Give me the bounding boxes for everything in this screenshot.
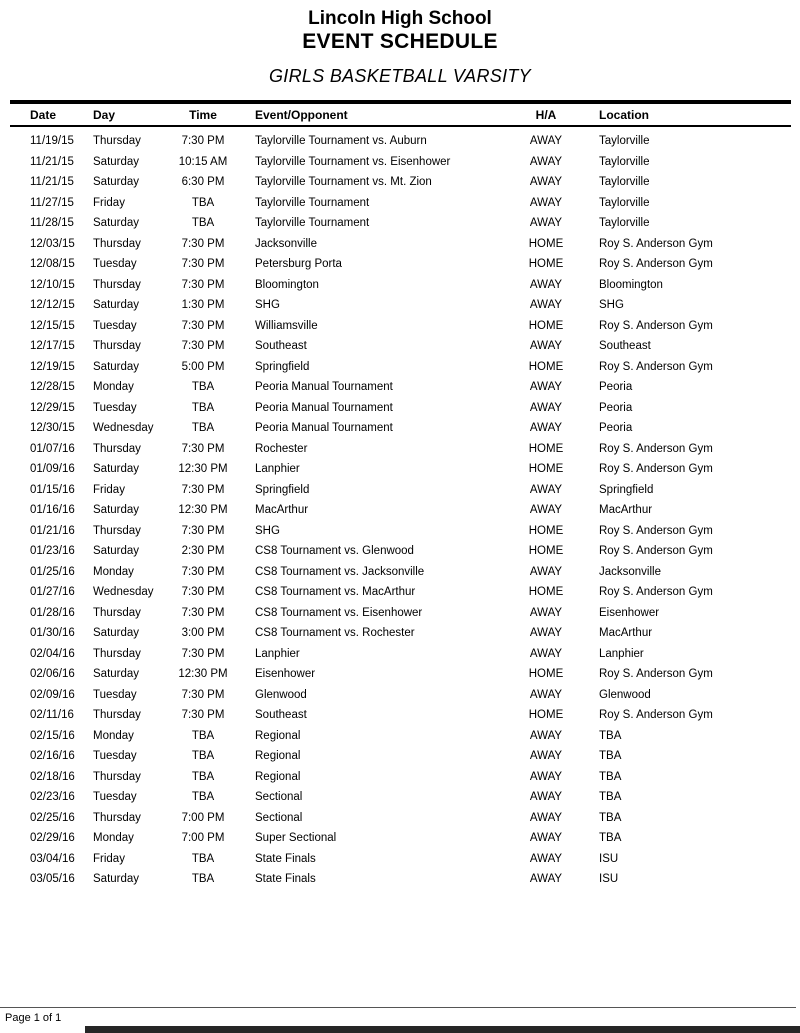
cell-location: MacArthur [599,504,653,517]
cell-day: Saturday [93,463,140,476]
cell-event: Peoria Manual Tournament [255,401,393,414]
table-row [10,439,791,460]
table-header-row [10,102,791,126]
cell-date: 12/08/15 [30,258,75,271]
table-row [10,828,791,849]
cell-ha: AWAY [529,750,563,763]
cell-location: Roy S. Anderson Gym [599,524,713,537]
cell-event: Sectional [255,811,303,824]
footer-divider [0,1007,796,1008]
cell-day: Saturday [93,217,140,230]
cell-ha: HOME [528,360,564,373]
cell-time: TBA [191,401,215,414]
cell-time: 7:30 PM [181,606,225,619]
table-row [10,377,791,398]
school-name: Lincoln High School [308,8,492,29]
cell-ha: AWAY [529,729,563,742]
cell-event: Rochester [255,442,308,455]
cell-event: Taylorville Tournament [255,217,370,230]
column-header-event: Event/Opponent [245,102,515,126]
cell-location: Eisenhower [599,606,660,619]
cell-day: Thursday [93,237,141,250]
table-row [10,685,791,706]
cell-location: TBA [599,750,622,763]
cell-location: Taylorville [599,155,650,168]
cell-ha: AWAY [529,832,563,845]
table-row [10,254,791,275]
cell-ha: HOME [528,709,564,722]
cell-time: 10:15 AM [178,155,228,168]
cell-time: 7:30 PM [181,565,225,578]
cell-location: Peoria [599,401,633,414]
cell-event: State Finals [255,873,316,886]
cell-time: TBA [191,873,215,886]
cell-ha: HOME [528,442,564,455]
cell-date: 03/04/16 [30,852,75,865]
cell-time: 7:30 PM [181,709,225,722]
cell-day: Thursday [93,340,141,353]
cell-location: Roy S. Anderson Gym [599,586,713,599]
cell-time: 7:30 PM [181,135,225,148]
cell-location: Roy S. Anderson Gym [599,360,713,373]
cell-time: 7:30 PM [181,319,225,332]
cell-date: 01/23/16 [30,545,75,558]
table-row [10,869,791,890]
cell-date: 02/04/16 [30,647,75,660]
cell-date: 11/19/15 [30,135,74,148]
cell-ha: AWAY [529,381,563,394]
cell-date: 12/19/15 [30,360,75,373]
cell-ha: HOME [528,258,564,271]
table-row [10,787,791,808]
cell-event: Taylorville Tournament vs. Mt. Zion [255,176,432,189]
cell-date: 12/30/15 [30,422,75,435]
cell-location: Jacksonville [599,565,661,578]
cell-date: 12/10/15 [30,278,75,291]
cell-event: Regional [255,729,301,742]
cell-day: Wednesday [93,422,154,435]
table-row [10,213,791,234]
cell-location: Roy S. Anderson Gym [599,463,713,476]
table-row [10,275,791,296]
table-row [10,234,791,255]
cell-event: Eisenhower [255,668,316,681]
cell-event: Taylorville Tournament vs. Auburn [255,135,427,148]
column-header-time: Time [161,102,245,126]
team-category: GIRLS BASKETBALL VARSITY [269,66,531,86]
cell-date: 02/29/16 [30,832,75,845]
page-title: EVENT SCHEDULE [302,30,498,53]
cell-day: Monday [93,381,134,394]
cell-event: CS8 Tournament vs. Jacksonville [255,565,425,578]
table-row [10,541,791,562]
table-row [10,705,791,726]
cell-ha: AWAY [529,852,563,865]
cell-location: Roy S. Anderson Gym [599,258,713,271]
cell-date: 01/15/16 [30,483,75,496]
cell-location: Roy S. Anderson Gym [599,545,713,558]
cell-time: TBA [191,196,215,209]
cell-date: 02/16/16 [30,750,75,763]
table-row [10,582,791,603]
cell-time: 7:30 PM [181,524,225,537]
cell-event: MacArthur [255,504,309,517]
cell-event: Regional [255,770,301,783]
cell-time: 12:30 PM [178,463,228,476]
cell-ha: AWAY [529,401,563,414]
cell-location: Taylorville [599,217,650,230]
cell-day: Thursday [93,811,141,824]
cell-time: 5:00 PM [181,360,225,373]
cell-date: 12/15/15 [30,319,75,332]
cell-date: 01/28/16 [30,606,75,619]
cell-location: Roy S. Anderson Gym [599,442,713,455]
cell-date: 01/30/16 [30,627,75,640]
cell-day: Tuesday [93,258,137,271]
cell-time: 7:00 PM [181,832,225,845]
cell-day: Tuesday [93,401,137,414]
cell-ha: AWAY [529,299,563,312]
cell-day: Thursday [93,606,141,619]
cell-event: Lanphier [255,463,300,476]
cell-day: Thursday [93,135,141,148]
cell-day: Tuesday [93,319,137,332]
table-row [10,295,791,316]
cell-event: Southeast [255,340,307,353]
cell-event: Jacksonville [255,237,317,250]
cell-time: 7:30 PM [181,647,225,660]
table-row [10,193,791,214]
cell-day: Thursday [93,709,141,722]
table-row [10,172,791,193]
cell-date: 02/25/16 [30,811,75,824]
cell-ha: HOME [528,586,564,599]
cell-location: Lanphier [599,647,644,660]
table-row [10,459,791,480]
cell-time: TBA [191,422,215,435]
cell-ha: HOME [528,668,564,681]
cell-time: 7:30 PM [181,586,225,599]
cell-location: TBA [599,770,622,783]
table-row [10,357,791,378]
cell-date: 03/05/16 [30,873,75,886]
cell-date: 01/16/16 [30,504,75,517]
cell-date: 12/28/15 [30,381,75,394]
cell-ha: HOME [528,319,564,332]
cell-event: Petersburg Porta [255,258,342,271]
table-row [10,808,791,829]
cell-time: 2:30 PM [181,545,225,558]
cell-day: Monday [93,729,134,742]
cell-time: 7:30 PM [181,340,225,353]
cell-event: Bloomington [255,278,319,291]
cell-date: 01/25/16 [30,565,75,578]
table-row [10,849,791,870]
table-row [10,767,791,788]
schedule-body [10,126,791,890]
cell-date: 01/07/16 [30,442,75,455]
cell-ha: AWAY [529,811,563,824]
cell-event: Peoria Manual Tournament [255,381,393,394]
cell-day: Saturday [93,176,140,189]
cell-ha: AWAY [529,340,563,353]
cell-date: 02/23/16 [30,791,75,804]
cell-location: SHG [599,299,624,312]
cell-day: Monday [93,832,134,845]
cell-location: Peoria [599,422,633,435]
cell-event: Glenwood [255,688,307,701]
column-header-date: Date [10,102,93,126]
table-row [10,398,791,419]
cell-day: Friday [93,852,125,865]
cell-day: Thursday [93,278,141,291]
cell-date: 12/12/15 [30,299,75,312]
horizontal-scrollbar[interactable] [85,1026,800,1033]
cell-event: Peoria Manual Tournament [255,422,393,435]
cell-time: 7:00 PM [181,811,225,824]
table-row [10,521,791,542]
cell-ha: AWAY [529,647,563,660]
cell-location: Peoria [599,381,633,394]
cell-day: Saturday [93,360,140,373]
cell-day: Tuesday [93,791,137,804]
cell-time: TBA [191,791,215,804]
cell-day: Thursday [93,524,141,537]
cell-day: Thursday [93,770,141,783]
cell-time: 1:30 PM [181,299,225,312]
cell-date: 12/29/15 [30,401,75,414]
table-row [10,336,791,357]
cell-day: Saturday [93,545,140,558]
cell-location: Roy S. Anderson Gym [599,668,713,681]
table-row [10,152,791,173]
cell-event: CS8 Tournament vs. Eisenhower [255,606,423,619]
table-row [10,746,791,767]
cell-ha: AWAY [529,176,563,189]
cell-ha: AWAY [529,135,563,148]
cell-day: Wednesday [93,586,154,599]
table-row [10,418,791,439]
cell-time: 12:30 PM [178,668,228,681]
cell-date: 01/21/16 [30,524,75,537]
cell-location: TBA [599,832,622,845]
cell-date: 11/21/15 [30,155,74,168]
cell-ha: AWAY [529,606,563,619]
cell-location: Bloomington [599,278,663,291]
cell-event: State Finals [255,852,316,865]
cell-time: TBA [191,770,215,783]
cell-date: 11/28/15 [30,217,74,230]
cell-location: Roy S. Anderson Gym [599,709,713,722]
cell-location: Roy S. Anderson Gym [599,319,713,332]
cell-ha: HOME [528,524,564,537]
cell-event: Southeast [255,709,307,722]
table-row [10,316,791,337]
cell-time: TBA [191,852,215,865]
cell-date: 11/21/15 [30,176,74,189]
cell-date: 01/27/16 [30,586,75,599]
cell-event: SHG [255,299,280,312]
cell-day: Monday [93,565,134,578]
cell-event: SHG [255,524,280,537]
cell-date: 02/15/16 [30,729,75,742]
cell-day: Saturday [93,504,140,517]
cell-date: 02/18/16 [30,770,75,783]
cell-ha: AWAY [529,873,563,886]
cell-time: TBA [191,217,215,230]
cell-location: Taylorville [599,196,650,209]
cell-time: 7:30 PM [181,278,225,291]
cell-event: Taylorville Tournament [255,196,370,209]
cell-event: Sectional [255,791,303,804]
cell-time: 12:30 PM [178,504,228,517]
cell-time: 7:30 PM [181,688,225,701]
cell-day: Thursday [93,442,141,455]
cell-ha: AWAY [529,196,563,209]
cell-location: MacArthur [599,627,653,640]
cell-time: 3:00 PM [181,627,225,640]
cell-event: Springfield [255,360,310,373]
table-row [10,664,791,685]
cell-ha: AWAY [529,791,563,804]
cell-location: Roy S. Anderson Gym [599,237,713,250]
cell-event: CS8 Tournament vs. MacArthur [255,586,416,599]
cell-location: Taylorville [599,176,650,189]
cell-event: Super Sectional [255,832,337,845]
table-row [10,500,791,521]
column-header-location: Location [577,102,791,126]
table-row [10,126,791,152]
table-row [10,644,791,665]
cell-event: Taylorville Tournament vs. Eisenhower [255,155,451,168]
cell-ha: AWAY [529,688,563,701]
table-row [10,603,791,624]
cell-event: Springfield [255,483,310,496]
cell-ha: HOME [528,463,564,476]
cell-date: 01/09/16 [30,463,75,476]
cell-event: Williamsville [255,319,318,332]
cell-day: Saturday [93,155,140,168]
cell-event: Lanphier [255,647,300,660]
cell-ha: AWAY [529,627,563,640]
cell-date: 02/06/16 [30,668,75,681]
cell-day: Saturday [93,627,140,640]
cell-day: Tuesday [93,750,137,763]
cell-ha: HOME [528,545,564,558]
cell-location: TBA [599,811,622,824]
cell-ha: AWAY [529,422,563,435]
table-row [10,623,791,644]
cell-event: CS8 Tournament vs. Rochester [255,627,415,640]
schedule-table [10,100,791,890]
cell-ha: HOME [528,237,564,250]
cell-date: 11/27/15 [30,196,74,209]
cell-day: Saturday [93,668,140,681]
cell-location: Glenwood [599,688,651,701]
cell-ha: AWAY [529,278,563,291]
cell-ha: AWAY [529,770,563,783]
table-row [10,562,791,583]
cell-location: Southeast [599,340,651,353]
table-row [10,726,791,747]
column-header-ha: H/A [515,102,577,126]
cell-event: CS8 Tournament vs. Glenwood [255,545,414,558]
cell-day: Saturday [93,299,140,312]
cell-location: TBA [599,729,622,742]
cell-location: TBA [599,791,622,804]
cell-time: TBA [191,729,215,742]
cell-location: Taylorville [599,135,650,148]
column-header-day: Day [93,102,161,126]
table-row [10,480,791,501]
cell-time: TBA [191,381,215,394]
cell-location: Springfield [599,483,654,496]
page-number: Page 1 of 1 [5,1012,62,1024]
cell-time: TBA [191,750,215,763]
cell-date: 12/03/15 [30,237,75,250]
document-header [0,0,800,86]
cell-day: Thursday [93,647,141,660]
cell-day: Saturday [93,873,140,886]
cell-time: 7:30 PM [181,442,225,455]
cell-time: 7:30 PM [181,237,225,250]
cell-ha: AWAY [529,217,563,230]
cell-date: 02/11/16 [30,709,74,722]
cell-time: 6:30 PM [181,176,225,189]
cell-day: Friday [93,483,125,496]
cell-day: Tuesday [93,688,137,701]
cell-time: 7:30 PM [181,483,225,496]
cell-ha: AWAY [529,483,563,496]
cell-time: 7:30 PM [181,258,225,271]
cell-date: 12/17/15 [30,340,75,353]
cell-ha: AWAY [529,155,563,168]
cell-ha: AWAY [529,504,563,517]
cell-date: 02/09/16 [30,688,75,701]
cell-ha: AWAY [529,565,563,578]
cell-day: Friday [93,196,125,209]
cell-location: ISU [599,873,619,886]
cell-location: ISU [599,852,619,865]
cell-event: Regional [255,750,301,763]
